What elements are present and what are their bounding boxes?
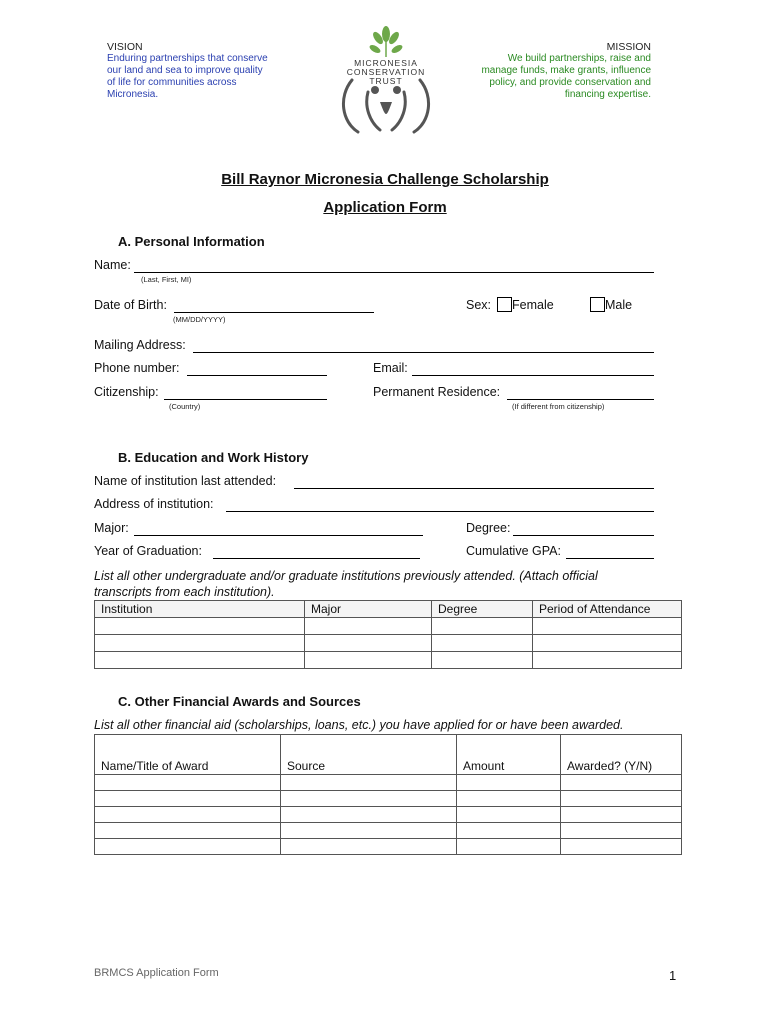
vision-line: Enduring partnerships that conserve — [107, 53, 268, 64]
page-number: 1 — [669, 968, 677, 983]
table-cell[interactable] — [432, 652, 533, 669]
table-cell[interactable] — [95, 823, 281, 839]
table-cell[interactable] — [95, 652, 305, 669]
table-cell[interactable] — [457, 791, 561, 807]
institution-field[interactable] — [294, 488, 654, 489]
table-row — [95, 618, 682, 635]
section-b-instructions — [94, 568, 598, 600]
micronesia-conservation-trust-logo — [330, 22, 442, 137]
mission-line: We build partnerships, raise and — [507, 53, 651, 64]
form-title: Bill Raynor Micronesia Challenge Scholarship — [221, 171, 549, 188]
section-b-heading: B. Education and Work History — [118, 450, 309, 465]
table-cell[interactable] — [281, 791, 457, 807]
table-cell[interactable] — [281, 775, 457, 791]
logo-text — [330, 59, 442, 86]
phone-field[interactable] — [187, 375, 327, 376]
table-cell[interactable] — [561, 823, 682, 839]
table-cell[interactable] — [95, 839, 281, 855]
mission-heading: MISSION — [606, 41, 651, 53]
degree-label: Degree: — [466, 521, 511, 535]
table-cell[interactable] — [432, 635, 533, 652]
address-field[interactable] — [226, 511, 654, 512]
footer-label: BRMCS Application Form — [94, 967, 219, 979]
table-cell[interactable] — [305, 635, 432, 652]
table-cell[interactable] — [281, 839, 457, 855]
mission-line: policy, and provide conservation and — [489, 77, 651, 88]
major-field[interactable] — [134, 535, 423, 536]
table-cell[interactable] — [457, 775, 561, 791]
table-header: Institution — [95, 601, 305, 618]
mission-line: financing expertise. — [564, 89, 651, 100]
sex-label: Sex: — [466, 298, 492, 312]
section-a-heading: A. Personal Information — [118, 234, 265, 249]
name-hint: (Last, First, MI) — [141, 275, 192, 284]
table-row — [95, 635, 682, 652]
table-header: Major — [305, 601, 432, 618]
vision-line: Micronesia. — [107, 89, 159, 100]
email-field[interactable] — [412, 375, 654, 376]
citizenship-label: Citizenship: — [94, 385, 159, 399]
table-cell[interactable] — [561, 775, 682, 791]
name-label: Name: — [94, 258, 131, 272]
mission-text — [481, 53, 651, 101]
major-label: Major: — [94, 521, 129, 535]
table-cell[interactable] — [561, 807, 682, 823]
table-header: Amount — [457, 735, 561, 775]
grad-label: Year of Graduation: — [94, 544, 202, 558]
degree-field[interactable] — [513, 535, 654, 536]
logo-line: CONSERVATION — [346, 67, 426, 77]
gpa-label: Cumulative GPA: — [466, 544, 561, 558]
table-cell[interactable] — [95, 807, 281, 823]
instruction-line: List all other undergraduate and/or graduate institutions previously attended. (Attach official — [94, 569, 598, 583]
phone-label: Phone number: — [94, 361, 180, 375]
table-cell[interactable] — [457, 823, 561, 839]
table-header: Period of Attendance — [533, 601, 682, 618]
form-subtitle: Application Form — [323, 199, 447, 216]
logo-line: TRUST — [369, 76, 403, 86]
table-cell[interactable] — [95, 775, 281, 791]
residence-field[interactable] — [507, 399, 654, 400]
vision-line: our land and sea to improve quality — [107, 65, 263, 76]
section-c-instructions: List all other financial aid (scholarships, loans, etc.) you have applied for or have been awarded. — [94, 718, 624, 732]
table-cell[interactable] — [281, 807, 457, 823]
table-cell[interactable] — [305, 618, 432, 635]
mission-line: manage funds, make grants, influence — [481, 65, 651, 76]
table-cell[interactable] — [95, 635, 305, 652]
table-cell[interactable] — [281, 823, 457, 839]
vision-text — [107, 53, 268, 101]
table-cell[interactable] — [561, 791, 682, 807]
email-label: Email: — [373, 361, 408, 375]
female-label: Female — [512, 298, 554, 312]
male-checkbox[interactable] — [590, 297, 605, 312]
table-header: Awarded? (Y/N) — [561, 735, 682, 775]
table-row — [95, 807, 682, 823]
table-header: Source — [281, 735, 457, 775]
name-field[interactable] — [134, 272, 654, 273]
residence-label: Permanent Residence: — [373, 385, 501, 399]
table-cell[interactable] — [561, 839, 682, 855]
table-header: Name/Title of Award — [95, 735, 281, 775]
table-cell[interactable] — [457, 807, 561, 823]
table-row — [95, 652, 682, 669]
table-cell[interactable] — [95, 618, 305, 635]
female-checkbox[interactable] — [497, 297, 512, 312]
male-label: Male — [605, 298, 633, 312]
table-header: Degree — [432, 601, 533, 618]
table-row — [95, 839, 682, 855]
institutions-table — [94, 600, 682, 669]
residence-hint: (If different from citizenship) — [512, 402, 605, 411]
table-cell[interactable] — [533, 635, 682, 652]
table-cell[interactable] — [305, 652, 432, 669]
grad-field[interactable] — [213, 558, 420, 559]
table-row — [95, 775, 682, 791]
table-row — [95, 823, 682, 839]
address-label: Address of institution: — [94, 497, 214, 511]
dob-field[interactable] — [174, 312, 374, 313]
mailing-label: Mailing Address: — [94, 338, 186, 352]
logo-line: MICRONESIA — [354, 58, 418, 68]
dob-hint: (MM/DD/YYYY) — [173, 315, 226, 324]
institution-label: Name of institution last attended: — [94, 474, 277, 488]
instruction-line: transcripts from each institution). — [94, 585, 275, 599]
table-header-row — [95, 735, 682, 775]
table-cell[interactable] — [432, 618, 533, 635]
mailing-field[interactable] — [193, 352, 654, 353]
dob-label: Date of Birth: — [94, 298, 167, 312]
table-row — [95, 791, 682, 807]
vision-line: of life for communities across — [107, 77, 237, 88]
table-cell[interactable] — [457, 839, 561, 855]
table-header-row — [95, 601, 682, 618]
citizenship-field[interactable] — [164, 399, 327, 400]
citizenship-hint: (Country) — [169, 402, 201, 411]
section-c-heading: C. Other Financial Awards and Sources — [118, 694, 361, 709]
table-cell[interactable] — [533, 618, 682, 635]
vision-heading: VISION — [107, 41, 143, 53]
table-cell[interactable] — [533, 652, 682, 669]
table-cell[interactable] — [95, 791, 281, 807]
gpa-field[interactable] — [566, 558, 654, 559]
awards-table — [94, 734, 682, 855]
